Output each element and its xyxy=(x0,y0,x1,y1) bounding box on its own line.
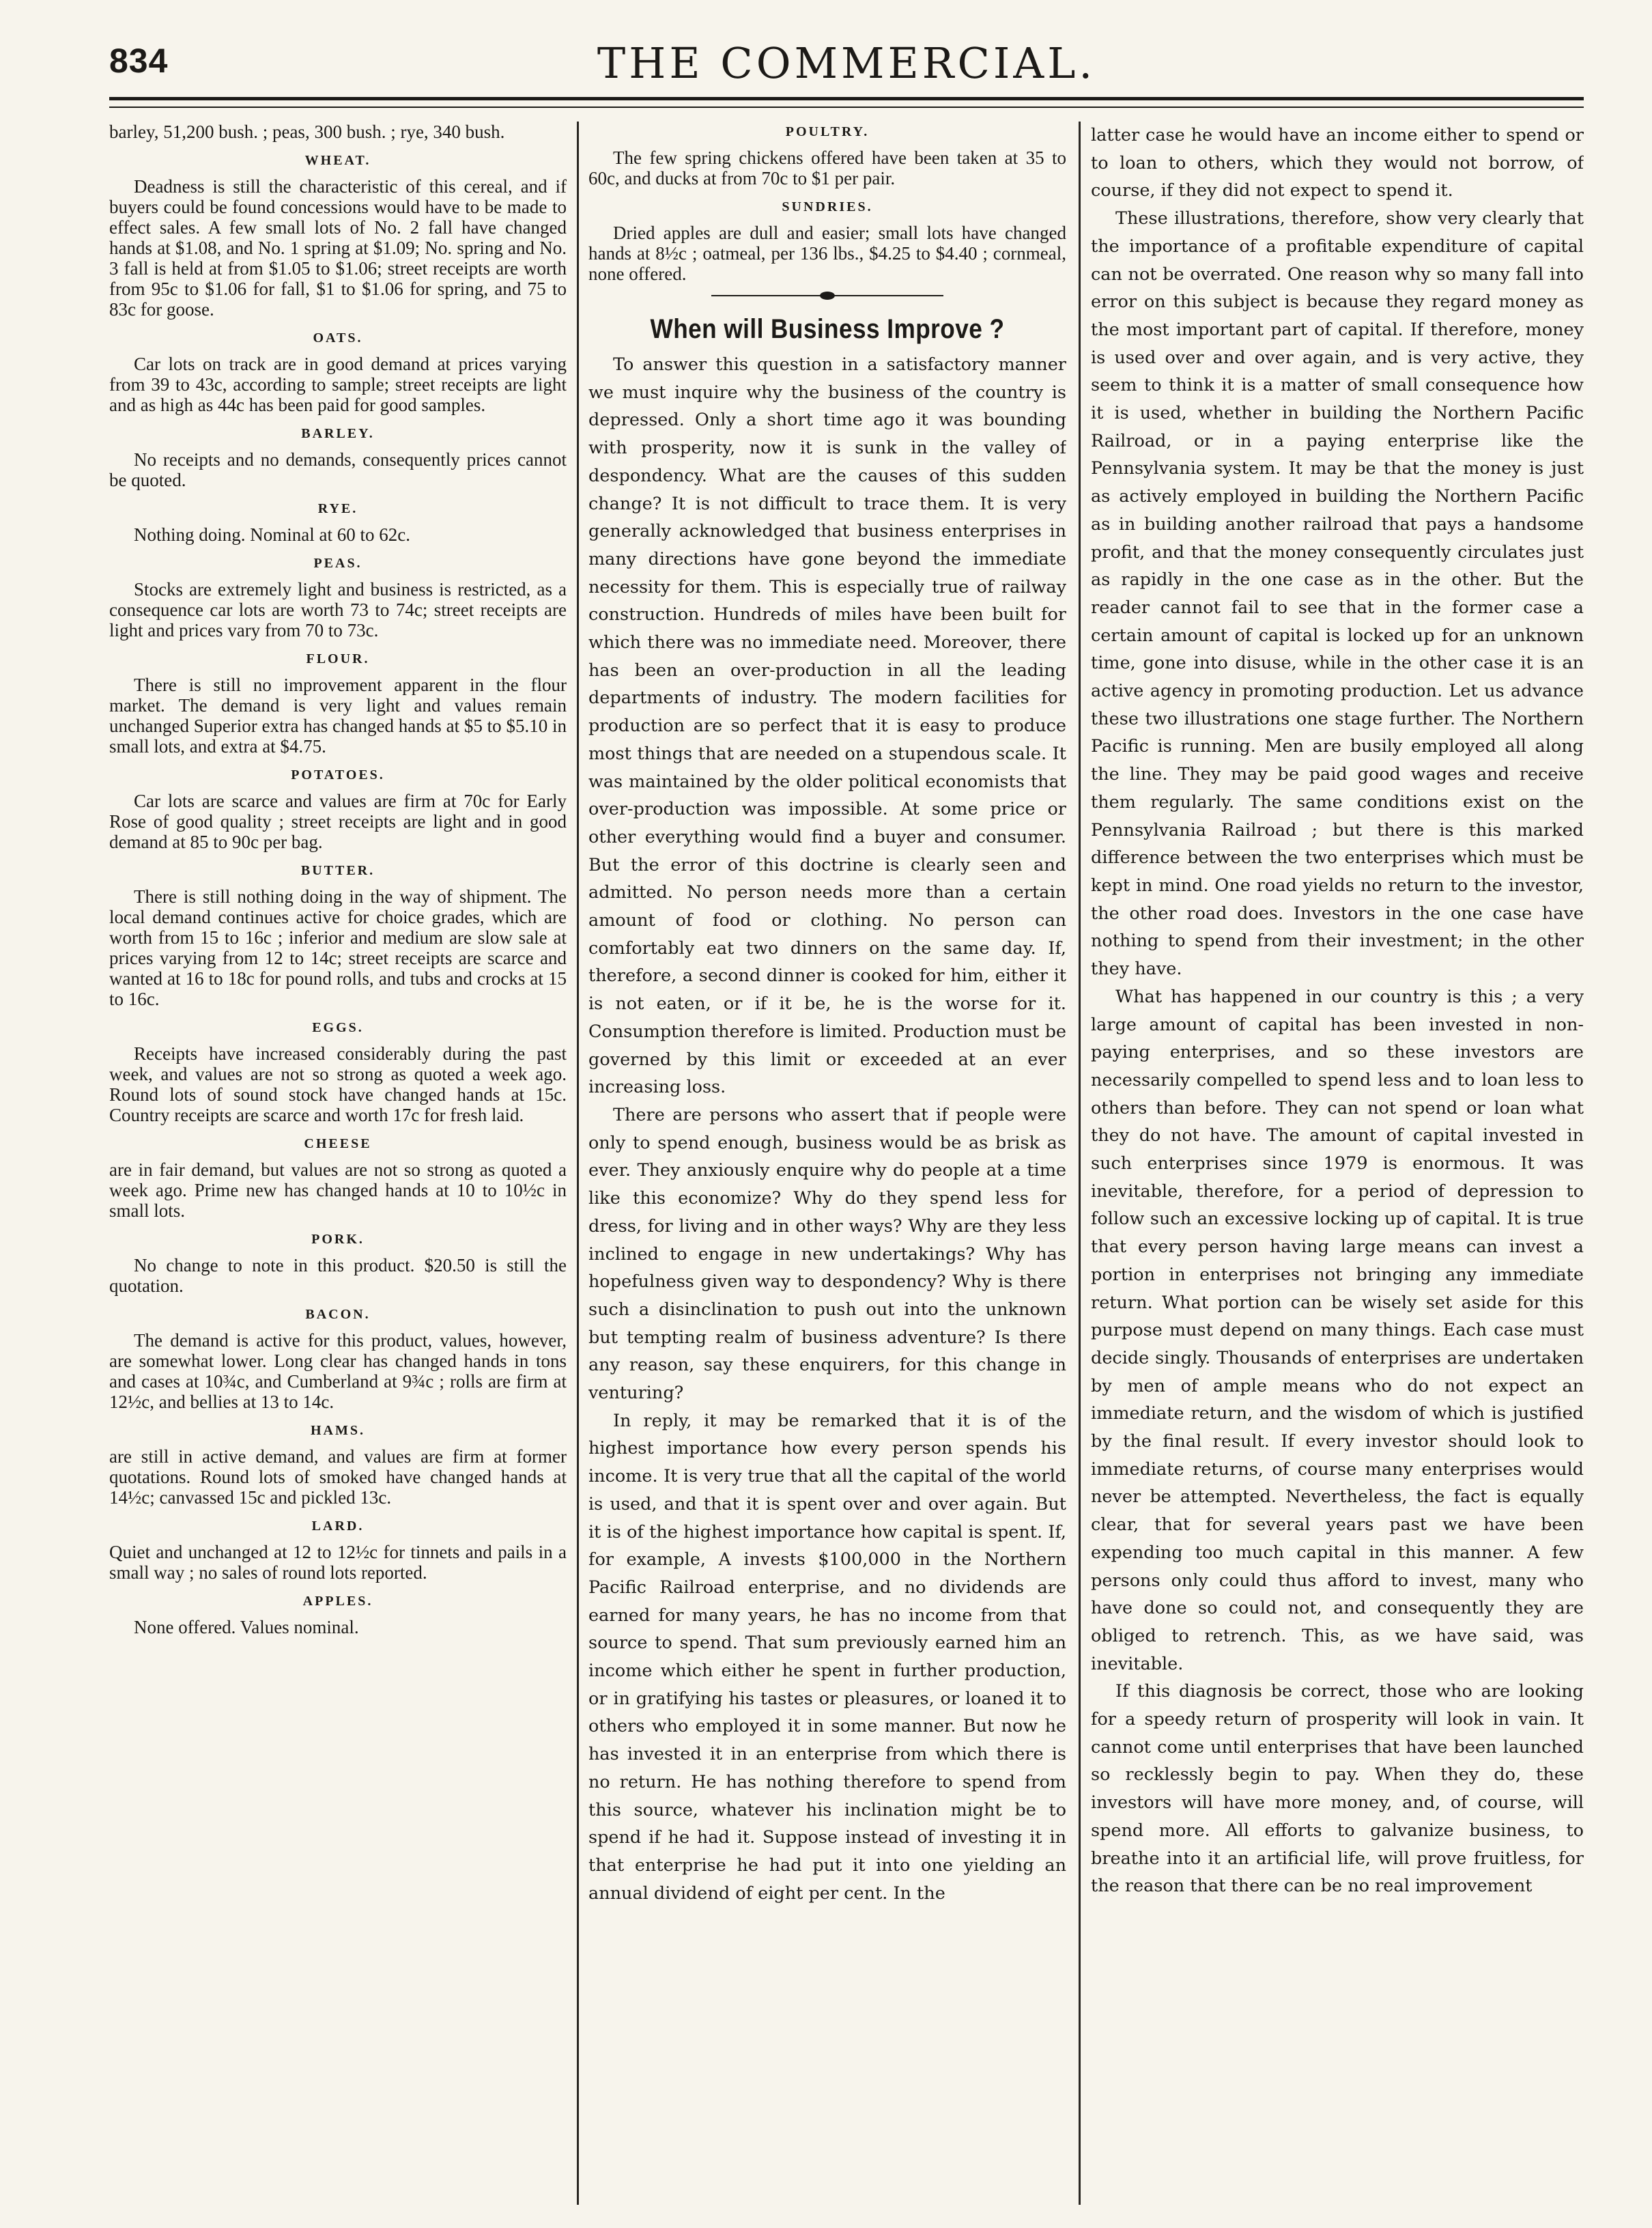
article-paragraph: latter case he would have an income either to spend or to loan to others, which they would not borrow, of course, if they did not expect to spend it. xyxy=(1091,125,1584,201)
section-text: No receipts and no demands, consequently prices cannot be quoted. xyxy=(109,449,567,490)
section-text: Nothing doing. Nominal at 60 to 62c. xyxy=(134,524,410,545)
section-heading: HAMS. xyxy=(311,1423,365,1438)
article-paragraph: What has happened in our country is this ; a very large amount of capital has been invested in non-paying enterprises, and so these investors are necessarily compelled to spend less and to loan less to others than before. They can not spend or loan what they do not have. The amount of capital invested in such enterprises since 1979 is enormous. It was inevitable, therefore, for a period of depression to follow such an excessive locking up of capital. It is true that every person having large means can invest a portion in enterprises not bringing any immediate return. What portion can be wisely set aside for this purpose must depend on many things. Each case must decide singly. Thousands of enterprises are undertaken by men of ample means who do not expect an immediate return, and the wisdom of which is justified by the final result. If every investor should look to immediate returns, of course many enterprises would never be attempted. Nevertheless, the fact is equally clear, that for several years past we have been expending too much capital in this manner. A few persons only could thus afford to invest, many who have done so could not, and consequently they are obliged to retrench. This, as we have said, was inevitable. xyxy=(1091,986,1584,1674)
section-heading: BUTTER. xyxy=(300,863,375,878)
section-heading: LARD. xyxy=(311,1519,365,1534)
article-title: When will Business Improve ? xyxy=(650,314,1005,344)
article-paragraph: In reply, it may be remarked that it is of the highest importance how every person spends his income. It is very true that all the capital of the world is used, and that it is spent over and over again. But it is of the highest importance how capital is spent. If, for example, A invests $100,000 in the Northern Pacific Railroad enterprise, and no dividends are earned for many years, he has no income from that source to spend. That sum previously earned him an income which either he spent in further production, or in gratifying his tastes or pleasures, or loaned it to others who employed it in some manner. But now he has invested it in an enterprise from which there is no return. He has nothing therefore to spend from this source, whatever his inclination might be to spend if he had it. Suppose instead of investing it in that enterprise he had put it into one yielding an annual dividend of eight per cent. In the xyxy=(588,1410,1066,1904)
column-2 xyxy=(588,122,1066,2212)
section-text: Dried apples are dull and easier; small lots have changed hands at 8½c ; oatmeal, per 136 lbs., $4.25 to $4.40 ; cornmeal, none offered. xyxy=(588,223,1066,284)
column-divider xyxy=(1079,122,1081,2205)
section-heading: RYE. xyxy=(317,501,358,516)
article-divider xyxy=(588,290,1066,302)
section-text: There is still nothing doing in the way of shipment. The local demand continues active for choice grades, which are worth from 15 to 16c ; inferior and medium are slow sale at prices varying from 12 to 14c; street receipts are scarce and wanted at 16 to 18c for pound rolls, and tubs and crocks at 15 to 16c. xyxy=(109,886,567,1009)
receipts-continuation: barley, 51,200 bush. ; peas, 300 bush. ; rye, 340 bush. xyxy=(109,122,505,142)
section-text: are in fair demand, but values are not so strong as quoted a week ago. Prime new has changed hands at 10 to 10½c in small lots. xyxy=(109,1159,567,1221)
section-heading: CHEESE xyxy=(304,1136,372,1151)
section-text: The demand is active for this product, values, however, are somewhat lower. Long clear has changed hands in tons and cases at 10¾c, and Cumberland at 9¾c ; rolls are firm at 12½c, and bellies at 13 to 14c. xyxy=(109,1330,567,1412)
page-number: 834 xyxy=(109,42,169,80)
section-heading: POTATOES. xyxy=(291,767,385,782)
page-header xyxy=(109,33,1584,94)
section-heading: WHEAT. xyxy=(304,153,371,168)
article-paragraph: There are persons who assert that if people were only to spend enough, business would be as brisk as ever. They anxiously enquire why do people at a time like this economize? Why do they spend less for dress, for living and in other ways? Why are they less inclined to engage in new undertakings? Why has hopefulness given way to despondency? Why is there such a disinclination to push out into the unknown but tempting realm of business adventure? Is there any reason, say these enquirers, for this change in venturing? xyxy=(588,1104,1066,1404)
section-text: There is still no improvement apparent in the flour market. The demand is very light and values remain unchanged Superior extra has changed hands at $5 to $5.10 in small lots, and extra at $4.75. xyxy=(109,675,567,757)
section-heading: POULTRY. xyxy=(785,124,870,139)
section-heading: EGGS. xyxy=(312,1020,364,1035)
section-text: Receipts have increased considerably during the past week, and values are not so strong as quoted a week ago. Round lots of sound stock have changed hands at 15c. Country receipts are scarce and worth 17c for fresh laid. xyxy=(109,1043,567,1125)
section-text: Car lots on track are in good demand at prices varying from 39 to 43c, according to sample; street receipts are light and as high as 44c has been paid for good samples. xyxy=(109,354,567,415)
section-text: No change to note in this product. $20.50 is still the quotation. xyxy=(109,1255,567,1296)
section-text: The few spring chickens offered have been taken at 35 to 60c, and ducks at from 70c to $1 per pair. xyxy=(588,147,1066,188)
column-divider xyxy=(577,122,579,2205)
section-heading: BARLEY. xyxy=(301,426,375,441)
section-heading: PEAS. xyxy=(313,556,362,571)
section-text: Stocks are extremely light and business is restricted, as a consequence car lots are worth 73 to 74c; street receipts are light and prices vary from 70 to 73c. xyxy=(109,579,567,640)
article-paragraph: These illustrations, therefore, show very clearly that the importance of a profitable expenditure of capital can not be overrated. One reason why so many fall into error on this subject is because they regard money as the most important part of capital. If therefore, money is used over and over again, and is very active, they seem to think it is a matter of small consequence how it is used, whether in building the Northern Pacific Railroad, or in a paying enterprise like the Pennsylvania system. It may be that the money is just as actively employed in building the Northern Pacific as in building another railroad that pays a handsome profit, and that the money consequently circulates just as rapidly in the one case as in the other. But the reader cannot fail to see that in the former case a certain amount of capital is locked up for an unknown time, gone into disuse, while in the other case it is an active agency in promoting production. Let us advance these two illustrations one stage further. The Northern Pacific is running. Men are busily employed all along the line. They may be paid good wages and receive them regularly. The same conditions exist on the Pennsylvania Railroad ; but there is this marked difference between the two enterprises which must be kept in mind. One road yields no return to the investor, the other road does. Investors in the one case have nothing to spend from their investment; in the other they have. xyxy=(1091,208,1584,980)
section-heading: SUNDRIES. xyxy=(782,199,873,214)
masthead-title: THE COMMERCIAL. xyxy=(597,38,1096,88)
section-text: Deadness is still the characteristic of this cereal, and if buyers could be found concessions would have to be made to effect sales. A few small lots of No. 2 fall have changed hands at $1.08, and No. 1 spring at $1.09; No. spring and No. 3 fall is held at from $1.05 to $1.06; street receipts are worth from 95c to $1.06 for fall, $1 to $1.06 for spring, and 75 to 83c for goose. xyxy=(109,176,567,320)
article-paragraph: If this diagnosis be correct, those who are looking for a speedy return of prosperity will look in vain. It cannot come until enterprises that have been launched so recklessly begin to pay. When they do, these investors will have more money, and, of course, will spend more. All efforts to galvanize business, to breathe into it an artificial life, will prove fruitless, for the reason that there can be no real improvement xyxy=(1091,1681,1584,1897)
section-heading: APPLES. xyxy=(302,1594,373,1609)
section-heading: PORK. xyxy=(311,1232,365,1247)
section-text: are still in active demand, and values are firm at former quotations. Round lots of smoked have changed hands at 14½c; canvassed 15c and pickled 13c. xyxy=(109,1446,567,1508)
section-heading: OATS. xyxy=(313,330,363,346)
section-text: Car lots are scarce and values are firm at 70c for Early Rose of good quality ; street receipts are light and in good demand at 85 to 90c per bag. xyxy=(109,791,567,852)
section-heading: BACON. xyxy=(305,1307,371,1322)
section-text: None offered. Values nominal. xyxy=(134,1617,359,1637)
column-1-market-report xyxy=(109,122,567,2212)
market-continuation xyxy=(588,122,1066,284)
header-rule-thick xyxy=(109,97,1584,100)
article-paragraph: To answer this question in a satisfactory manner we must inquire why the business of the country is depressed. Only a short time ago it was bounding with prosperity, now it is sunk in the valley of despondency. What are the causes of this sudden change? It is not difficult to trace them. It is very generally acknowledged that business enterprises in many directions have gone beyond the immediate necessity for them. This is especially true of railway construction. Hundreds of miles have been built for which there was no immediate need. Moreover, there has been an over-production in all the leading departments of industry. The modern facilities for production are so perfect that it is easy to produce most things that are needed on a stupendous scale. It was maintained by the older political economists that over-production was impossible. At some price or other everything would find a buyer and consumer. But the error of this doctrine is clearly seen and admitted. No person needs more than a certain amount of food or clothing. No person can comfortably eat two dinners on the same day. If, therefore, a second dinner is cooked for him, either it is not eaten, or if it be, he is the worse for it. Consumption therefore is limited. Production must be governed by this limit or exceeded at an ever increasing loss. xyxy=(588,354,1066,1098)
section-text: Quiet and unchanged at 12 to 12½c for tinnets and pails in a small way ; no sales of round lots reported. xyxy=(109,1542,567,1583)
column-3 xyxy=(1091,122,1584,2212)
section-heading: FLOUR. xyxy=(306,651,370,666)
header-rule-thin xyxy=(109,107,1584,108)
